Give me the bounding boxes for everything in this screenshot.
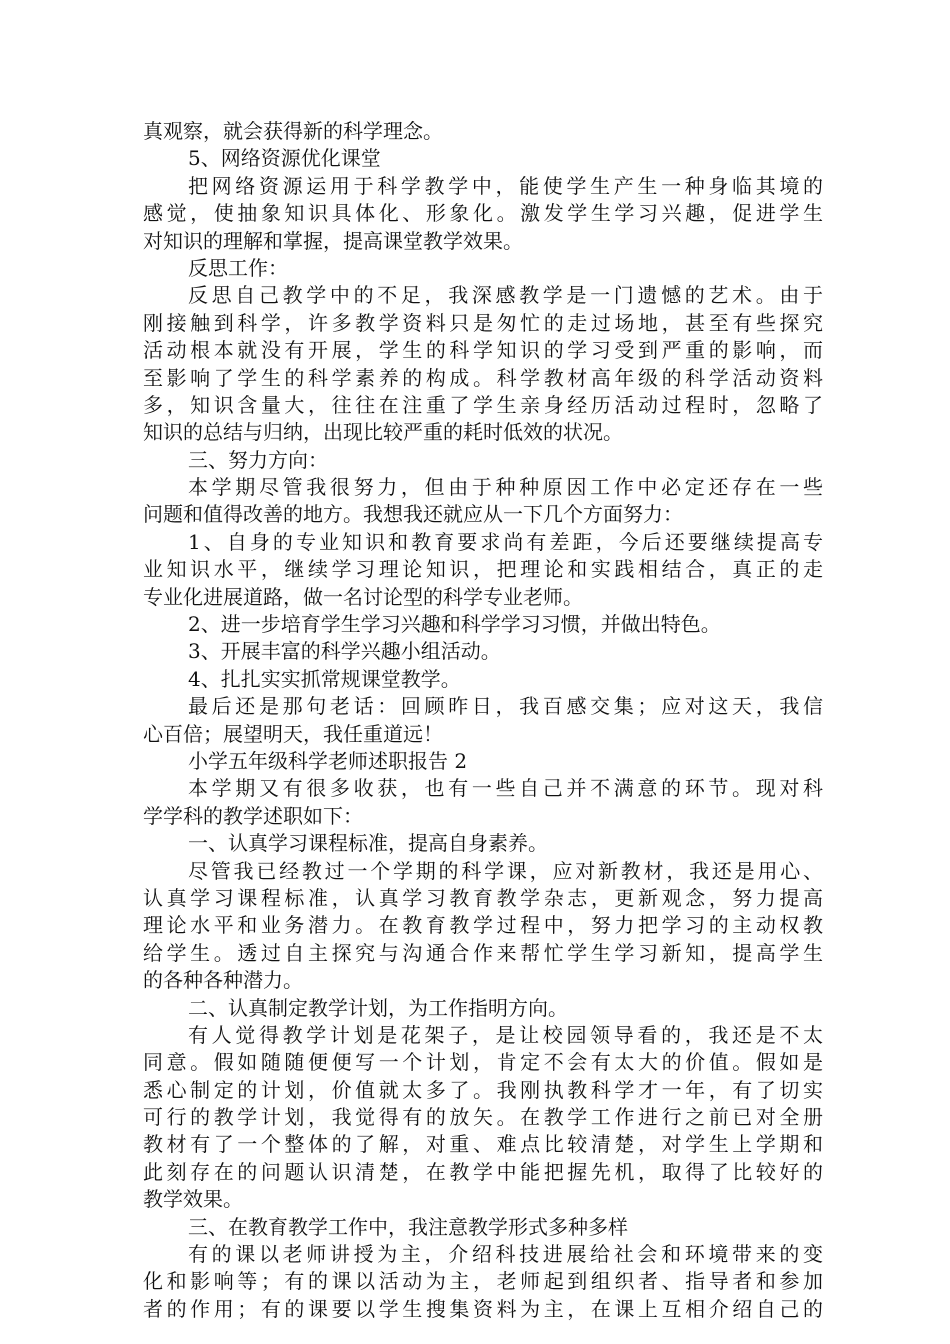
- text-line: 1、自身的专业知识和教育要求尚有差距，今后还要继续提高专: [188, 529, 823, 554]
- text-line: 二、认真制定教学计划，为工作指明方向。: [188, 995, 568, 1020]
- text-line: 小学五年级科学老师述职报告 2: [188, 748, 468, 773]
- text-line: 三、努力方向：: [188, 447, 328, 472]
- text-line: 有人觉得教学计划是花架子，是让校园领导看的，我还是不太: [188, 1022, 823, 1047]
- text-line: 认真学习课程标准，认真学习教育教学杂志，更新观念，努力提高: [143, 885, 823, 910]
- text-line: 心百倍；展望明天，我任重道远！: [143, 721, 443, 746]
- text-line: 可行的教学计划，我觉得有的放矢。在教学工作进行之前已对全册: [143, 1105, 823, 1130]
- text-line: 多，知识含量大，往往在注重了学生亲身经历活动过程时，忽略了: [143, 392, 823, 417]
- text-line: 尽管我已经教过一个学期的科学课，应对新教材，我还是用心、: [188, 858, 823, 883]
- text-line: 至影响了学生的科学素养的构成。科学教材高年级的科学活动资料: [143, 365, 823, 390]
- text-line: 同意。假如随随便便写一个计划，肯定不会有太大的价值。假如是: [143, 1050, 823, 1075]
- text-line: 此刻存在的问题认识清楚，在教学中能把握先机，取得了比较好的: [143, 1159, 823, 1184]
- text-line: 业知识水平，继续学习理论知识，把理论和实践相结合，真正的走: [143, 557, 823, 582]
- text-line: 教学效果。: [143, 1187, 243, 1212]
- text-line: 本学期又有很多收获，也有一些自己并不满意的环节。现对科: [188, 776, 823, 801]
- text-line: 2、进一步培育学生学习兴趣和科学学习习惯，并做出特色。: [188, 612, 721, 637]
- text-line: 有的课以老师讲授为主，介绍科技进展给社会和环境带来的变: [188, 1242, 823, 1267]
- text-line: 感觉，使抽象知识具体化、形象化。激发学生学习兴趣，促进学生: [143, 201, 823, 226]
- text-line: 把网络资源运用于科学教学中，能使学生产生一种身临其境的: [188, 173, 823, 198]
- text-line: 真观察，就会获得新的科学理念。: [143, 119, 443, 143]
- text-line: 对知识的理解和掌握，提高课堂教学效果。: [143, 228, 523, 253]
- text-line: 悉心制定的计划，价值就太多了。我刚执教科学才一年，有了切实: [143, 1077, 823, 1102]
- text-line: 化和影响等；有的课以活动为主，老师起到组织者、指导者和参加: [143, 1269, 823, 1294]
- text-line: 本学期尽管我很努力，但由于种种原因工作中必定还存在一些: [188, 475, 823, 500]
- text-line: 活动根本就没有开展，学生的科学知识的学习受到严重的影响，而: [143, 338, 823, 363]
- text-line: 刚接触到科学，许多教学资料只是匆忙的走过场地，甚至有些探究: [143, 310, 823, 335]
- document-body: [143, 118, 823, 1323]
- text-line: 知识的总结与归纳，出现比较严重的耗时低效的状况。: [143, 420, 623, 445]
- text-line: 3、开展丰富的科学兴趣小组活动。: [188, 639, 501, 664]
- text-line: 一、认真学习课程标准，提高自身素养。: [188, 831, 548, 856]
- text-line: 教材有了一个整体的了解，对重、难点比较清楚，对学生上学期和: [143, 1132, 823, 1157]
- text-line: 5、网络资源优化课堂: [188, 146, 381, 171]
- text-line: 者的作用；有的课要以学生搜集资料为主，在课上互相介绍自己的: [143, 1296, 823, 1321]
- text-line: 的各种各种潜力。: [143, 968, 303, 993]
- text-line: 问题和值得改善的地方。我想我还就应从一下几个方面努力：: [143, 502, 683, 527]
- text-line: 学学科的教学述职如下：: [143, 803, 363, 828]
- text-line: 反思工作：: [188, 255, 288, 280]
- text-line: 最后还是那句老话：回顾昨日，我百感交集；应对这天，我信: [188, 694, 823, 719]
- text-line: 专业化进展道路，做一名讨论型的科学专业老师。: [143, 584, 583, 609]
- text-line: 4、扎扎实实抓常规课堂教学。: [188, 666, 461, 691]
- text-line: 反思自己教学中的不足，我深感教学是一门遗憾的艺术。由于: [188, 283, 823, 308]
- text-line: 理论水平和业务潜力。在教育教学过程中，努力把学习的主动权教: [143, 913, 823, 938]
- text-line: 给学生。透过自主探究与沟通合作来帮忙学生学习新知，提高学生: [143, 940, 823, 965]
- text-line: 三、在教育教学工作中，我注意教学形式多种多样: [188, 1214, 628, 1239]
